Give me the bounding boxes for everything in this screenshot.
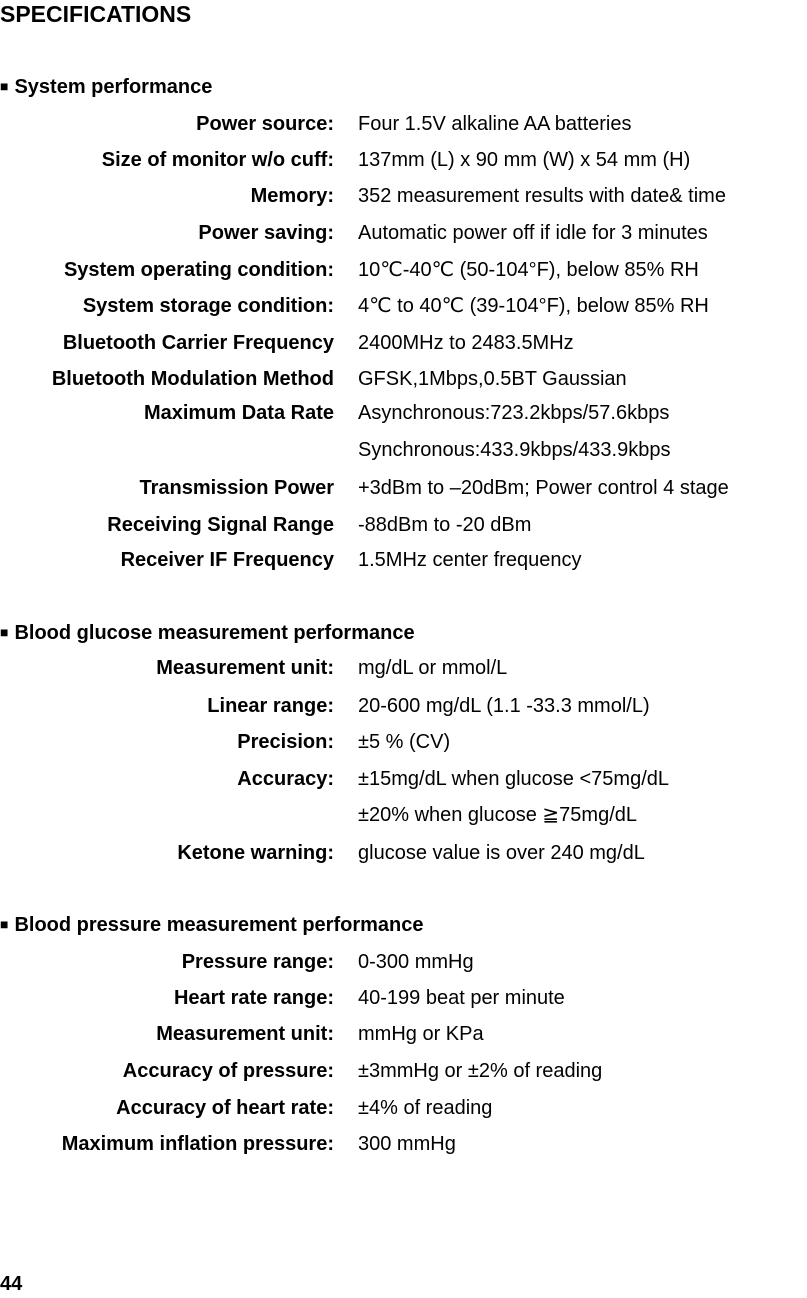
- section-heading: [0, 912, 424, 939]
- spec-value: 4℃ to 40℃ (39-104°F), below 85% RH: [358, 295, 709, 317]
- spec-value: ±15mg/dL when glucose <75mg/dL: [358, 768, 669, 790]
- spec-row: [0, 546, 807, 582]
- spec-value: 352 measurement results with date& time: [358, 185, 726, 207]
- section-heading: [0, 620, 415, 647]
- spec-row: [0, 839, 807, 875]
- spec-row: [0, 801, 807, 837]
- spec-value: glucose value is over 240 mg/dL: [358, 842, 645, 864]
- page-title: SPECIFICATIONS: [0, 1, 192, 27]
- spec-row: [0, 728, 807, 764]
- spec-label: Maximum Data Rate: [143, 402, 334, 424]
- spec-value: mg/dL or mmol/L: [358, 657, 508, 679]
- page-number: 44: [0, 1273, 23, 1295]
- spec-row: [0, 1020, 807, 1056]
- square-bullet-icon: ■: [0, 624, 9, 640]
- spec-value: 20-600 mg/dL (1.1 -33.3 mmol/L): [358, 695, 650, 717]
- spec-row: [0, 110, 807, 146]
- spec-label: System storage condition:: [82, 295, 334, 317]
- spec-row: [0, 692, 807, 728]
- spec-row: [0, 256, 807, 292]
- spec-value: Synchronous:433.9kbps/433.9kbps: [358, 439, 671, 461]
- spec-row: [0, 474, 807, 510]
- section-heading-text: Blood glucose measurement performance: [14, 622, 415, 644]
- spec-label: Measurement unit:: [156, 657, 334, 679]
- spec-label: Accuracy of pressure:: [122, 1060, 334, 1082]
- square-bullet-icon: ■: [0, 78, 9, 94]
- spec-label: Transmission Power: [139, 477, 334, 499]
- spec-row: [0, 146, 807, 182]
- spec-row: [0, 436, 807, 472]
- spec-value: +3dBm to –20dBm; Power control 4 stage: [358, 477, 729, 499]
- spec-value: ±3mmHg or ±2% of reading: [358, 1060, 603, 1082]
- spec-label: Precision:: [237, 731, 334, 753]
- square-bullet-icon: ■: [0, 916, 9, 932]
- spec-row: [0, 1094, 807, 1130]
- spec-label: System operating condition:: [63, 259, 334, 281]
- spec-value: 10℃-40℃ (50-104°F), below 85% RH: [358, 259, 699, 281]
- spec-label: Pressure range:: [181, 951, 334, 973]
- spec-row: [0, 182, 807, 218]
- spec-label: Receiver IF Frequency: [120, 549, 334, 571]
- spec-label: Size of monitor w/o cuff:: [101, 149, 334, 171]
- spec-row: [0, 292, 807, 328]
- spec-row: [0, 654, 807, 690]
- spec-value: ±5 % (CV): [358, 731, 451, 753]
- spec-value: 137mm (L) x 90 mm (W) x 54 mm (H): [358, 149, 691, 171]
- spec-label: Receiving Signal Range: [107, 514, 334, 536]
- spec-value: mmHg or KPa: [358, 1023, 484, 1045]
- spec-row: [0, 1130, 807, 1166]
- spec-value: Asynchronous:723.2kbps/57.6kbps: [358, 402, 670, 424]
- spec-label: Power saving:: [198, 222, 334, 244]
- spec-label: Accuracy of heart rate:: [116, 1097, 334, 1119]
- spec-row: [0, 399, 807, 435]
- spec-label: Heart rate range:: [173, 987, 334, 1009]
- spec-label: Linear range:: [207, 695, 334, 717]
- spec-value: 0-300 mmHg: [358, 951, 474, 973]
- spec-row: [0, 219, 807, 255]
- section-heading-text: Blood pressure measurement performance: [14, 914, 424, 936]
- spec-value: -88dBm to -20 dBm: [358, 514, 532, 536]
- section-heading-text: System performance: [14, 76, 213, 98]
- spec-row: [0, 511, 807, 547]
- spec-value: ±20% when glucose ≧75mg/dL: [358, 804, 638, 826]
- spec-row: [0, 984, 807, 1020]
- spec-value: 40-199 beat per minute: [358, 987, 565, 1009]
- section-heading: [0, 74, 212, 101]
- spec-label: Measurement unit:: [156, 1023, 334, 1045]
- spec-label: Bluetooth Modulation Method: [51, 368, 334, 390]
- spec-value: 300 mmHg: [358, 1133, 456, 1155]
- spec-label: Accuracy:: [237, 768, 334, 790]
- spec-value: ±4% of reading: [358, 1097, 493, 1119]
- spec-value: 1.5MHz center frequency: [358, 549, 582, 571]
- spec-row: [0, 765, 807, 801]
- spec-label: Ketone warning:: [177, 842, 334, 864]
- spec-row: [0, 1057, 807, 1093]
- spec-row: [0, 365, 807, 401]
- spec-label: Maximum inflation pressure:: [61, 1133, 334, 1155]
- spec-row: [0, 948, 807, 984]
- spec-value: GFSK,1Mbps,0.5BT Gaussian: [358, 368, 627, 390]
- spec-value: 2400MHz to 2483.5MHz: [358, 332, 574, 354]
- spec-value: Four 1.5V alkaline AA batteries: [358, 113, 632, 135]
- spec-label: Bluetooth Carrier Frequency: [62, 332, 334, 354]
- spec-value: Automatic power off if idle for 3 minutes: [358, 222, 708, 244]
- spec-row: [0, 329, 807, 365]
- spec-label: Memory:: [250, 185, 334, 207]
- spec-label: Power source:: [196, 113, 334, 135]
